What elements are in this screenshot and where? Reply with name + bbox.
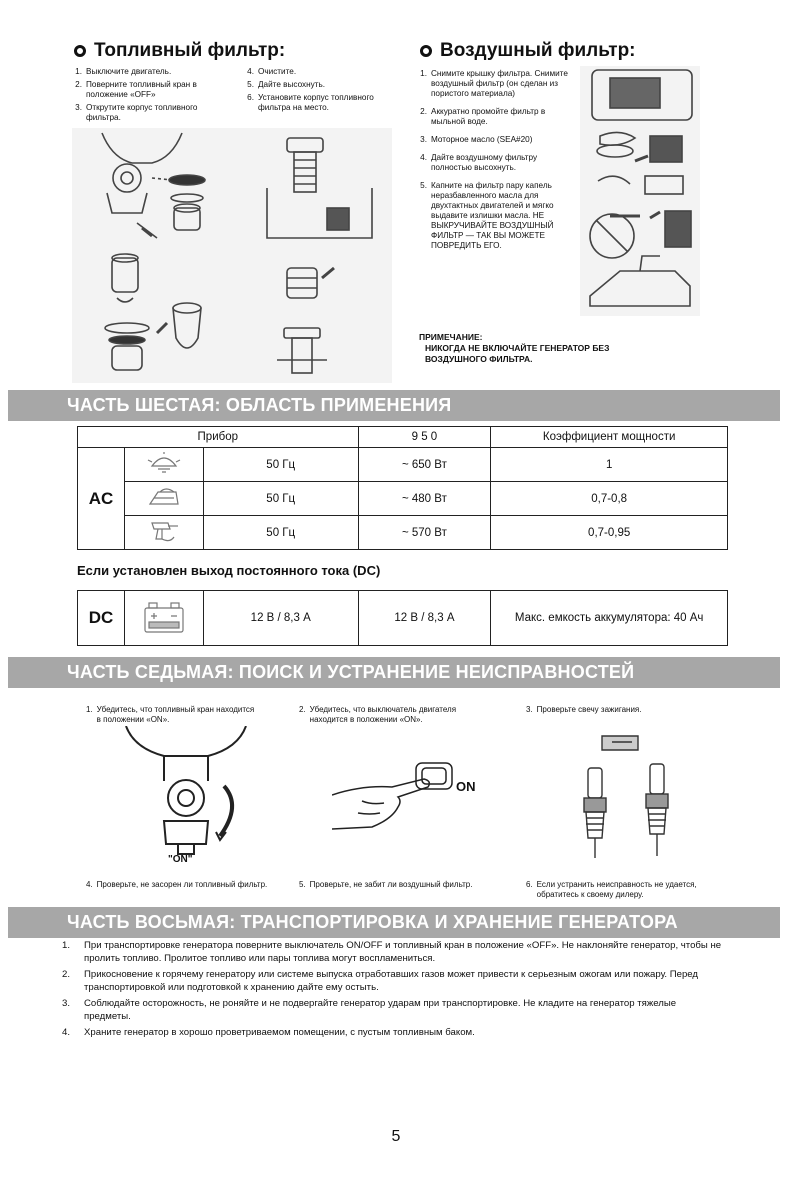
part7-heading: ЧАСТЬ СЕДЬМАЯ: ПОИСК И УСТРАНЕНИЕ НЕИСПРАВНОСТЕЙ xyxy=(8,657,780,688)
list-item: 4. Очистите. xyxy=(247,67,297,76)
cell-freq: 50 Гц xyxy=(203,448,358,482)
fuel-filter-steps-left xyxy=(72,67,232,126)
list-item: 2. Аккуратно промойте фильтр в мыльной воде. xyxy=(420,107,546,126)
fuel-filter-illustration xyxy=(72,128,392,383)
cell-factor: 0,7-0,8 xyxy=(491,482,728,516)
bullet-icon xyxy=(74,45,86,57)
page-number: 5 xyxy=(391,1128,401,1145)
fuel-filter-heading xyxy=(74,40,285,62)
bullet-icon xyxy=(420,45,432,57)
storage-list xyxy=(62,940,722,1044)
list-item: 3. Моторное масло (SEA#20) xyxy=(420,135,533,144)
table-row xyxy=(78,516,728,550)
header-model: 9 5 0 xyxy=(358,427,491,448)
troubleshoot-step-4: 4. Проверьте, не засорен ли топливный фильтр. xyxy=(86,880,268,889)
iron-icon xyxy=(124,482,203,516)
troubleshoot-step-1: 1. Убедитесь, что топливный кран находится в положении «ON». xyxy=(86,705,255,724)
ac-label: AC xyxy=(78,448,125,550)
dc-table xyxy=(77,590,728,646)
list-item: 3. Открутите корпус топливного фильтра. xyxy=(75,103,198,122)
table-row xyxy=(78,591,728,646)
valve-on-label: "ON" xyxy=(168,854,193,865)
air-filter-heading xyxy=(420,40,636,62)
air-filter-steps xyxy=(417,69,575,254)
drill-icon xyxy=(124,516,203,550)
cell-factor: 0,7-0,95 xyxy=(491,516,728,550)
list-item: 6. Установите корпус топливного фильтра на место. xyxy=(247,93,374,112)
table-row xyxy=(78,482,728,516)
application-table xyxy=(77,426,728,550)
header-power-factor: Коэффициент мощности xyxy=(491,427,728,448)
list-item: 1. Снимите крышку фильтра. Снимите воздушный фильтр (он сделан из пористого материала) xyxy=(420,69,568,98)
spark-plug-illustration xyxy=(572,728,682,870)
table-header-row xyxy=(78,427,728,448)
troubleshoot-step-2: 2. Убедитесь, что выключатель двигателя находится в положении «ON». xyxy=(299,705,457,724)
note-text: НИКОГДА НЕ ВКЛЮЧАЙТЕ ГЕНЕРАТОР БЕЗ ВОЗДУШНОГО ФИЛЬТРА. xyxy=(425,343,610,364)
note-label: ПРИМЕЧАНИЕ: xyxy=(419,332,483,342)
list-item: 1. Выключите двигатель. xyxy=(75,67,172,76)
list-item: 4. Дайте воздушному фильтру полностью высохнуть. xyxy=(420,153,538,172)
part8-heading: ЧАСТЬ ВОСЬМАЯ: ТРАНСПОРТИРОВКА И ХРАНЕНИЕ ГЕНЕРАТОРА xyxy=(8,907,780,938)
header-device: Прибор xyxy=(78,427,359,448)
engine-switch-illustration xyxy=(332,745,492,845)
battery-icon xyxy=(124,591,203,646)
air-filter-note xyxy=(419,332,719,365)
lamp-icon xyxy=(124,448,203,482)
dc-value2: 12 В / 8,3 А xyxy=(358,591,491,646)
dc-label: DC xyxy=(78,591,125,646)
cell-freq: 50 Гц xyxy=(203,482,358,516)
cell-freq: 50 Гц xyxy=(203,516,358,550)
list-item: 5. Капните на фильтр пару капель неразбавленного масла для двухтактных двигателей и мягко выдавите излишки масла. НЕ ВЫКРУЧИВАЙТЕ ВОЗДУШНЫЙ ФИЛЬТР — ТАК ВЫ МОЖЕТЕ ПОВРЕДИТЬ ЕГО. xyxy=(420,181,554,250)
dc-heading: Если установлен выход постоянного тока (DC) xyxy=(77,563,381,578)
switch-on-label: ON xyxy=(456,779,476,794)
air-filter-title: Воздушный фильтр: xyxy=(440,40,636,61)
cell-power: ~ 480 Вт xyxy=(358,482,491,516)
list-item: 2. Прикосновение к горячему генератору или системе выпуска отработавших газов может привести к серьезным ожогам или пожару. Перед транспортировкой или подготовкой к хранению дайте ему остыть. xyxy=(62,969,699,993)
troubleshoot-step-5: 5. Проверьте, не забит ли воздушный фильтр. xyxy=(299,880,473,889)
dc-value1: 12 В / 8,3 А xyxy=(203,591,358,646)
list-item: 4. Храните генератор в хорошо проветриваемом помещении, с пустым топливным баком. xyxy=(62,1027,475,1038)
cell-power: ~ 570 Вт xyxy=(358,516,491,550)
list-item: 5. Дайте высохнуть. xyxy=(247,80,326,89)
cell-factor: 1 xyxy=(491,448,728,482)
fuel-filter-steps-right xyxy=(244,67,404,116)
troubleshoot-step-6: 6. Если устранить неисправность не удается, обратитесь к своему дилеру. xyxy=(526,880,697,899)
fuel-valve-illustration xyxy=(124,726,248,870)
cell-power: ~ 650 Вт xyxy=(358,448,491,482)
air-filter-illustration xyxy=(580,66,700,316)
troubleshoot-step-3: 3. Проверьте свечу зажигания. xyxy=(526,705,642,714)
fuel-filter-title: Топливный фильтр: xyxy=(94,40,286,61)
table-row xyxy=(78,448,728,482)
part6-heading: ЧАСТЬ ШЕСТАЯ: ОБЛАСТЬ ПРИМЕНЕНИЯ xyxy=(8,390,780,421)
list-item: 2. Поверните топливный кран в положение «OFF» xyxy=(75,80,197,99)
list-item: 3. Соблюдайте осторожность, не роняйте и не подвергайте генератор ударам при транспортировке. Не кладите на генератор тяжелые предметы. xyxy=(62,998,677,1022)
dc-note: Макс. емкость аккумулятора: 40 Ач xyxy=(491,591,728,646)
list-item: 1. При транспортировке генератора поверните выключатель ON/OFF и топливный кран в положение «OFF». Не наклоняйте генератор, чтобы не пролить топливо. Пролитое топливо или пары топлива могут воспламениться. xyxy=(62,940,722,964)
